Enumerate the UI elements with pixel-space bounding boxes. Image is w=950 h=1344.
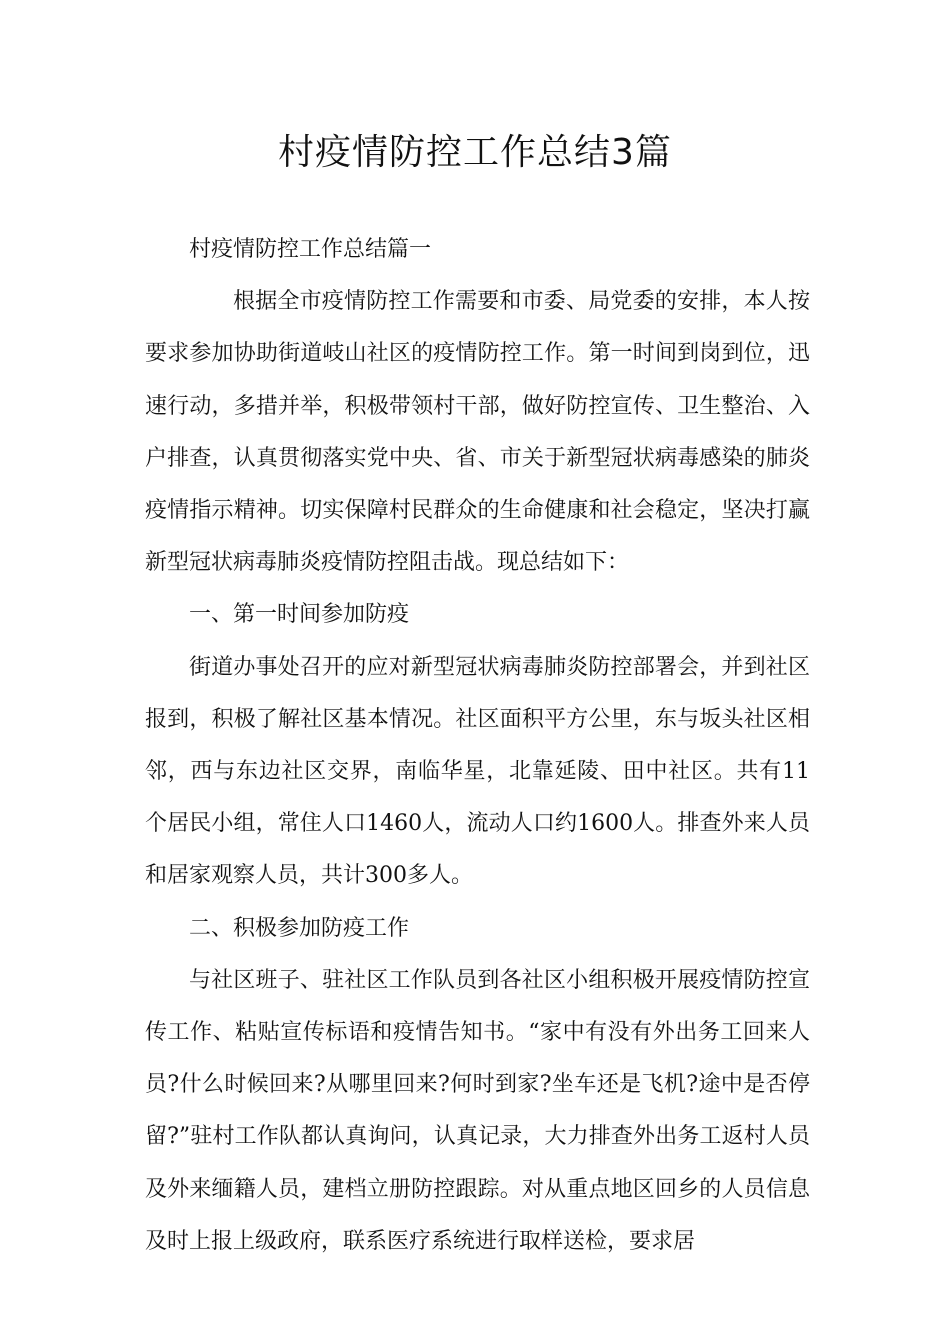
document-body: [145, 224, 810, 1268]
paragraph: 根据全市疫情防控工作需要和市委、局党委的安排，本人按要求参加协助街道岐山社区的疫情防控工作。第一时间到岗到位，迅速行动，多措并举，积极带领村干部，做好防控宣传、卫生整治、入户排查，认真贯彻落实党中央、省、市关于新型冠状病毒感染的肺炎疫情指示精神。切实保障村民群众的生命健康和社会稳定，坚决打赢新型冠状病毒肺炎疫情防控阻击战。现总结如下：: [145, 289, 810, 576]
section-heading: 二、积极参加防疫工作: [189, 915, 410, 941]
section-heading: 一、第一时间参加防疫: [189, 602, 410, 628]
paragraph: 街道办事处召开的应对新型冠状病毒肺炎防控部署会，并到社区报到，积极了解社区基本情况。社区面积平方公里，东与坂头社区相邻，西与东边社区交界，南临华星，北靠延陵、田中社区。共有11个居民小组，常住人口1460人，流动人口约1600人。排查外来人员和居家观察人员，共计300多人。: [145, 654, 810, 889]
section-heading: 村疫情防控工作总结篇一: [189, 237, 432, 262]
document-title: 村疫情防控工作总结3篇: [278, 132, 672, 173]
paragraph: 与社区班子、驻社区工作队员到各社区小组积极开展疫情防控宣传工作、粘贴宣传标语和疫情告知书。“家中有没有外出务工回来人员?什么时候回来?从哪里回来?何时到家?坐车还是飞机?途中是否停留?”驻村工作队都认真询问，认真记录，大力排查外出务工返村人员及外来缅籍人员，建档立册防控跟踪。对从重点地区回乡的人员信息及时上报上级政府，联系医疗系统进行取样送检，要求居: [145, 967, 810, 1254]
